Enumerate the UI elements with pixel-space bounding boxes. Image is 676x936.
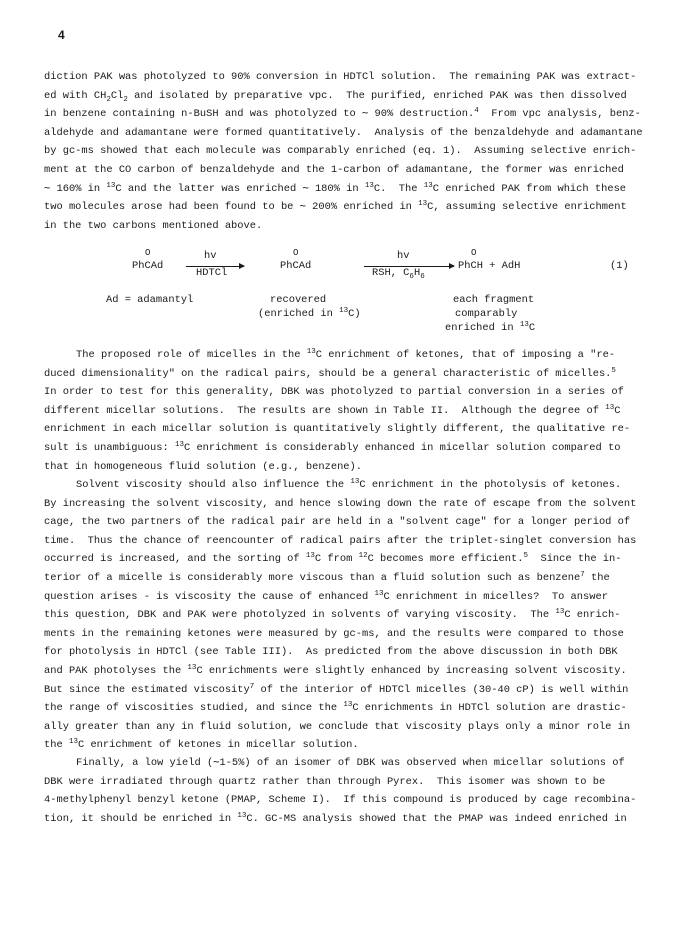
superscript: 13 [555, 608, 565, 617]
arrow2-label-top: hv [397, 250, 410, 262]
superscript: 5 [523, 552, 528, 561]
superscript: 7 [249, 682, 255, 691]
text-line: ed with $CH_2Cl_2$ and isolated by preparative vpc. The purified, enriched PAK was then dissolved [44, 89, 627, 104]
text-line: in benzene containing n-BuSH and was photolyzed to ∼ 90% destruction.$^4$ From vpc analysis, benz- [44, 107, 641, 121]
note-comparably: comparably [455, 308, 518, 320]
text-line: the $^{13}$C enrichment of ketones in micellar solution. [44, 738, 359, 752]
text-line: in the two carbons mentioned above. [44, 219, 263, 232]
paragraph-2 [44, 346, 632, 476]
arrow2-label-bottom: RSH, $C_6H_6$ [372, 267, 425, 281]
superscript: 13 [418, 200, 428, 209]
subscript: 2 [123, 95, 128, 104]
text-line: Finally, a low yield (∼1-5%) of an isomer of DBK was observed when micellar solutions of [76, 757, 625, 769]
carbonyl-oxygen-3: O [471, 248, 477, 258]
reactant: PhCAd [132, 260, 164, 272]
products: PhCH + AdH [458, 260, 521, 272]
arrow1-label-top: hv [204, 250, 217, 262]
equation-1 [44, 248, 632, 338]
superscript: 5 [611, 366, 616, 375]
paragraph-4 [44, 754, 637, 828]
arrow1-label-bottom: HDTCl [196, 267, 228, 279]
paragraph-1 [44, 68, 643, 235]
intermediate: PhCAd [280, 260, 312, 272]
text-line: diction PAK was photolyzed to 90% conversion in HDTCl solution. The remaining PAK was extract- [44, 71, 637, 83]
text-line: ments in the remaining ketones were measured by gc-ms, and the results were compared to those [44, 627, 624, 640]
text-line: this question, DBK and PAK were photolyzed in solvents of varying viscosity. The $^{13}$C enrich- [44, 608, 621, 622]
text-line: ment at the CO carbon of benzaldehyde and the 1-carbon of adamantane, the former was enriched [44, 163, 624, 176]
text-line: terior of a micelle is considerably more viscous than a fluid solution such as benzene$^7$ the [44, 570, 610, 584]
text-line: ∼ 160% in $^{13}$C and the latter was enriched ∼ 180% in $^{13}$C. The $^{13}$C enriched PAK from which these [44, 181, 627, 195]
superscript: 13 [364, 181, 374, 190]
note-each-fragment: each fragment [453, 294, 535, 306]
superscript: 13 [343, 701, 353, 710]
text-line: cage, the two partners of the radical pair are held in a "solvent cage" for a longer period of [44, 516, 631, 529]
text-line: and PAK photolyses the $^{13}$C enrichments were slightly enhanced by increasing solvent viscosity. [44, 663, 627, 677]
text-line: tion, it should be enriched in $^{13}$C. GC-MS analysis showed that the PMAP was indeed enriched in [44, 811, 627, 825]
text-line: sult is unambiguous: $^{13}$C enrichment is considerably enhanced in micellar solution compared to [44, 440, 621, 454]
page-number: 4 [58, 28, 65, 42]
superscript: 13 [106, 181, 116, 190]
text-line: different micellar solutions. The results are shown in Table II. Although the degree of $^{13}$C [44, 403, 621, 417]
text-line: that in homogeneous fluid solution (e.g., benzene). [44, 460, 363, 473]
text-line: Solvent viscosity should also influence the $^{13}$C enrichment in the photolysis of ketones. [76, 478, 622, 491]
superscript: 7 [580, 570, 585, 579]
text-line: question arises - is viscosity the cause of enhanced $^{13}$C enrichment in micelles? To answer [44, 589, 608, 603]
superscript: 13 [350, 478, 360, 486]
text-line: the range of viscosities studied, and since the $^{13}$C enrichments in HDTCl solution are drastic- [44, 701, 627, 715]
text-line: But since the estimated viscosity$^7$ of the interior of HDTCl micelles (30-40 cP) is well within [44, 682, 629, 696]
superscript: 13 [68, 738, 78, 747]
superscript: 13 [187, 663, 197, 672]
superscript: 13 [374, 589, 384, 598]
subscript: 2 [106, 95, 111, 104]
text-line: 4-methylphenyl benzyl ketone (PMAP, Scheme I). If this compound is produced by cage recombina- [44, 794, 637, 807]
text-line: duced dimensionality" on the radical pairs, should be a general characteristic of micelles.$^5$ [44, 366, 616, 380]
text-line: DBK were irradiated through quartz rather than through Pyrex. This isomer was shown to be [44, 775, 606, 788]
superscript: 13 [174, 440, 184, 449]
text-line: by gc-ms showed that each molecule was comparably enriched (eq. 1). Assuming selective enrich- [44, 145, 637, 158]
carbonyl-oxygen: O [145, 248, 151, 258]
text-line: enrichment in each micellar solution is quantitatively slightly different, the qualitative re- [44, 423, 631, 436]
text-line: time. Thus the chance of reencounter of radical pairs after the triplet-singlet conversion has [44, 534, 637, 547]
superscript: 13 [237, 811, 247, 820]
text-line: aldehyde and adamantane were formed quantitatively. Analysis of the benzaldehyde and adamantane [44, 126, 643, 139]
carbonyl-oxygen-2: O [293, 248, 299, 258]
note-enriched: (enriched in $^{13}$C) [258, 307, 361, 320]
superscript: 13 [605, 403, 615, 412]
superscript: 4 [474, 107, 479, 116]
superscript: 13 [423, 181, 433, 190]
superscript: 12 [358, 552, 368, 561]
text-line: In order to test for this generality, DBK was photolyzed to partial conversion in a series of [44, 386, 624, 399]
text-line: ally greater than any in fluid solution, we conclude that viscosity plays only a minor role in [44, 720, 631, 733]
text-line: for photolysis in HDTCl (see Table III). As predicted from the above discussion in both DBK [44, 646, 618, 659]
superscript: 13 [305, 552, 315, 561]
paragraph-3 [44, 476, 637, 755]
text-line: The proposed role of micelles in the $^{13}$C enrichment of ketones, that of imposing a "re- [76, 348, 616, 361]
note-enriched-13c: enriched in $^{13}$C [445, 321, 536, 334]
note-adamantyl: Ad = adamantyl [106, 294, 194, 306]
text-line: two molecules arose had been found to be ∼ 200% enriched in $^{13}$C, assuming selective enrichment [44, 200, 627, 214]
text-line: occurred is increased, and the sorting of $^{13}$C from $^{12}$C becomes more efficient.$^5$ Since the in- [44, 552, 622, 566]
text-line: By increasing the solvent viscosity, and hence slowing down the rate of escape from the solvent [44, 497, 637, 510]
note-recovered: recovered [270, 294, 327, 306]
equation-number: (1) [610, 260, 629, 272]
superscript: 13 [306, 348, 316, 356]
